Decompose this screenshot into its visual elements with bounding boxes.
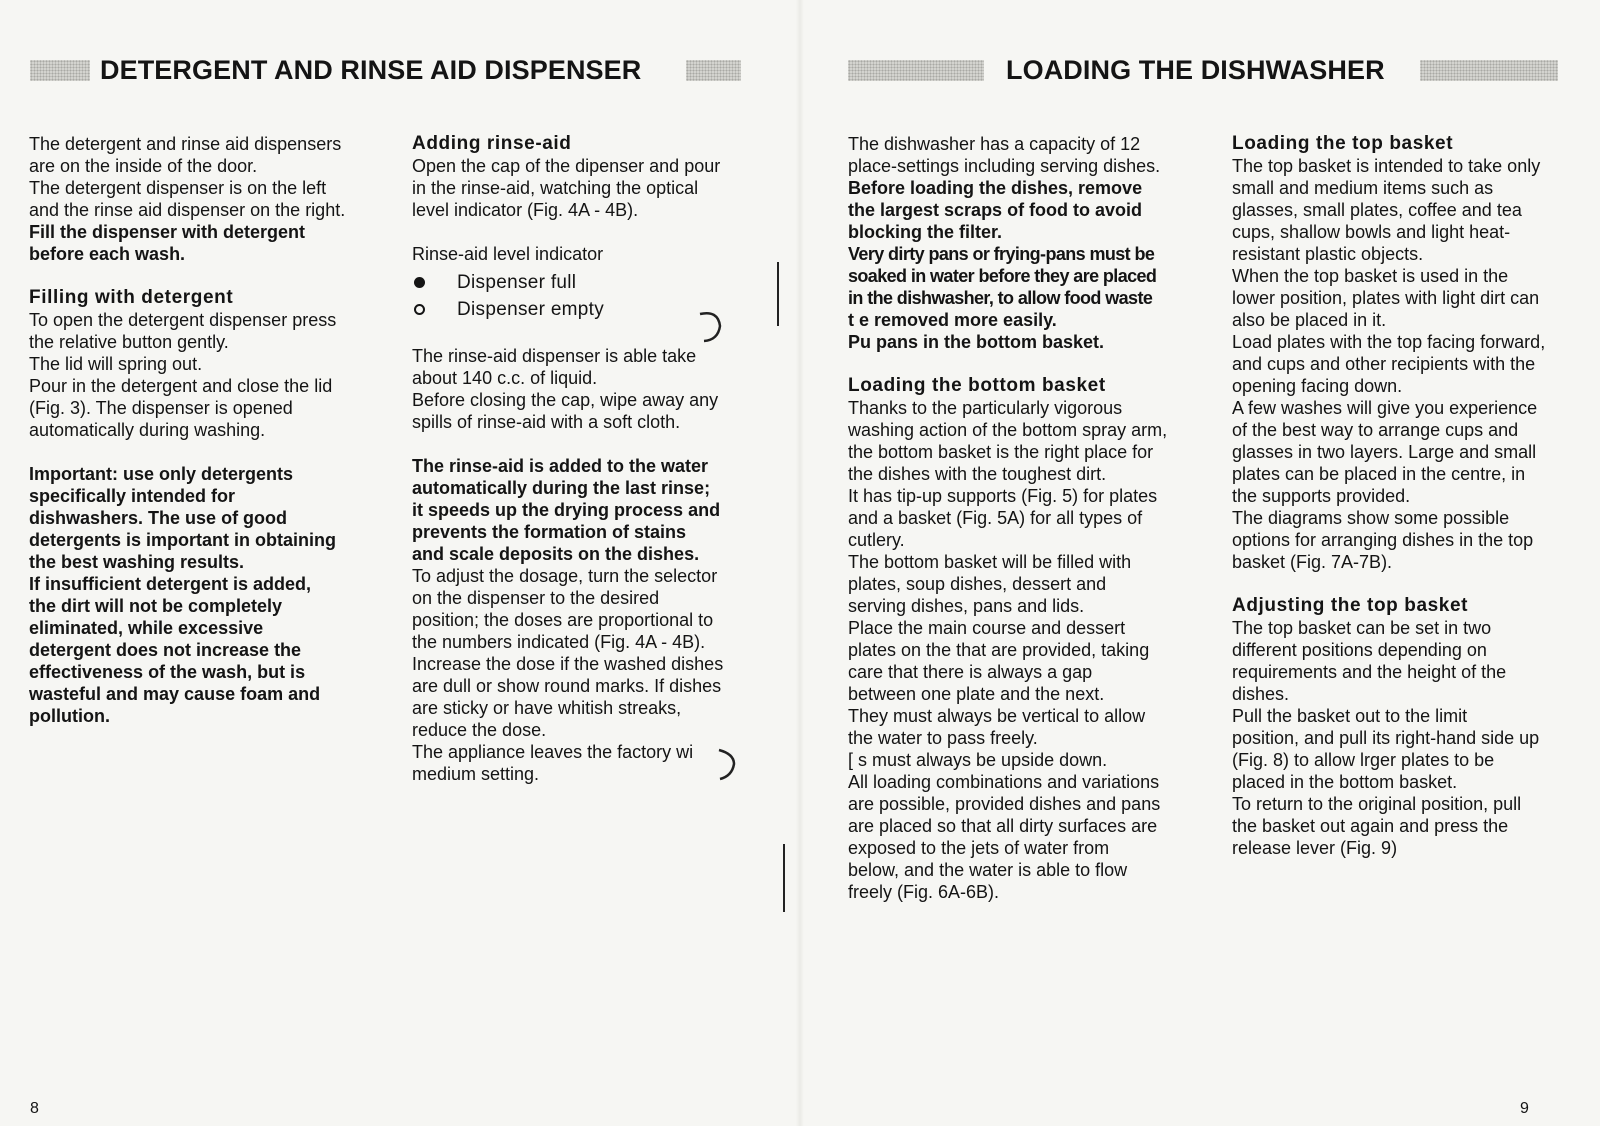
text-line: When the top basket is used in the <box>1232 266 1509 286</box>
text-line: and a basket (Fig. 5A) for all types of <box>848 508 1143 528</box>
header-decor-bar <box>686 60 741 81</box>
punch-hole-mark <box>696 308 726 344</box>
text-line-bold: If insufficient detergent is added, <box>29 574 312 594</box>
text-line: The top basket is intended to take only <box>1232 156 1541 176</box>
text-line-bold: effectiveness of the wash, but is <box>29 662 306 682</box>
text-line: care that there is always a gap <box>848 662 1093 682</box>
text-line: serving dishes, pans and lids. <box>848 596 1085 616</box>
punch-hole-mark <box>716 746 740 782</box>
text-line-bold: it speeds up the drying process and <box>412 500 721 520</box>
text-line-bold: dishwashers. The use of good <box>29 508 288 528</box>
rinse-aid-heading: Adding rinse-aid <box>412 133 572 154</box>
header-decor-bar <box>848 60 984 81</box>
text-line: are possible, provided dishes and pans <box>848 794 1161 814</box>
header-decor-bar <box>1420 60 1558 81</box>
text-line: To adjust the dosage, turn the selector <box>412 566 718 586</box>
text-line-bold: Pu pans in the bottom basket. <box>848 332 1105 352</box>
text-line: plates, soup dishes, dessert and <box>848 574 1107 594</box>
text-line: freely (Fig. 6A-6B). <box>848 882 1000 902</box>
bottom-basket-heading: Loading the bottom basket <box>848 375 1106 396</box>
text-line: the water to pass freely. <box>848 728 1038 748</box>
text-line-bold: detergents is important in obtaining <box>29 530 337 550</box>
text-line: position; the doses are proportional to <box>412 610 714 630</box>
text-line: The detergent dispenser is on the left <box>29 178 327 198</box>
text-line-bold: prevents the formation of stains <box>412 522 687 542</box>
text-line-bold: Before loading the dishes, remove <box>848 178 1143 198</box>
text-line: The appliance leaves the factory wi <box>412 742 694 762</box>
text-line: plates on the that are provided, taking <box>848 640 1150 660</box>
text-line: medium setting. <box>412 764 540 784</box>
text-line: the relative button gently. <box>29 332 229 352</box>
text-line: opening facing down. <box>1232 376 1403 396</box>
text-line: cutlery. <box>848 530 905 550</box>
text-line: Thanks to the particularly vigorous <box>848 398 1123 418</box>
text-line: on the dispenser to the desired <box>412 588 660 608</box>
text-line: The top basket can be set in two <box>1232 618 1492 638</box>
text-line-bold: The rinse-aid is added to the water <box>412 456 709 476</box>
left-col-1 <box>29 133 389 727</box>
right-page <box>800 0 1600 1126</box>
preparation-bold <box>848 177 1208 353</box>
text-line: spills of rinse-aid with a soft cloth. <box>412 412 681 432</box>
legend-empty <box>412 296 792 323</box>
text-line: below, and the water is able to flow <box>848 860 1128 880</box>
text-line-bold: eliminated, while excessive <box>29 618 264 638</box>
text-line: washing action of the bottom spray arm, <box>848 420 1168 440</box>
text-line-bold: and scale deposits on the dishes. <box>412 544 700 564</box>
detergent-intro <box>29 133 389 265</box>
text-line-bold: blocking the filter. <box>848 222 1003 242</box>
binding-mark <box>778 842 790 914</box>
right-col-1 <box>848 133 1208 903</box>
text-line: position, and pull its right-hand side up <box>1232 728 1540 748</box>
text-line: are dull or show round marks. If dishes <box>412 676 722 696</box>
text-line: Open the cap of the dipenser and pour <box>412 156 721 176</box>
text-line: place-settings including serving dishes. <box>848 156 1161 176</box>
page-number: 8 <box>30 1100 39 1117</box>
text-line: automatically during washing. <box>29 420 266 440</box>
text-line: placed in the bottom basket. <box>1232 772 1458 792</box>
text-line-bold: wasteful and may cause foam and <box>29 684 321 704</box>
text-line: To open the detergent dispenser press <box>29 310 337 330</box>
text-line: between one plate and the next. <box>848 684 1105 704</box>
filling-heading: Filling with detergent <box>29 287 234 308</box>
adjust-basket-heading: Adjusting the top basket <box>1232 595 1469 616</box>
text-line: reduce the dose. <box>412 720 547 740</box>
text-line: are placed so that all dirty surfaces are <box>848 816 1158 836</box>
text-line: glasses, small plates, coffee and tea <box>1232 200 1522 220</box>
text-line: The rinse-aid dispenser is able take <box>412 346 697 366</box>
text-line: the dishes with the toughest dirt. <box>848 464 1107 484</box>
legend-label: Dispenser empty <box>457 298 605 320</box>
text-line: basket (Fig. 7A-7B). <box>1232 552 1393 572</box>
text-line-bold: before each wash. <box>29 244 186 264</box>
text-line-bold: Very dirty pans or frying-pans must be <box>848 244 1155 264</box>
page-number: 9 <box>1520 1100 1529 1117</box>
text-line: The lid will spring out. <box>29 354 203 374</box>
text-line: different positions depending on <box>1232 640 1487 660</box>
text-line-bold: the largest scraps of food to avoid <box>848 200 1143 220</box>
text-line: cups, shallow bowls and light heat- <box>1232 222 1511 242</box>
text-line: are sticky or have whitish streaks, <box>412 698 682 718</box>
legend-label: Dispenser full <box>457 271 577 293</box>
rinse-aid-text <box>412 155 792 221</box>
rinse-aid-capacity <box>412 345 792 433</box>
left-page-title: DETERGENT AND RINSE AID DISPENSER <box>100 55 642 85</box>
text-line: The detergent and rinse aid dispensers <box>29 134 342 154</box>
text-line: dishes. <box>1232 684 1290 704</box>
text-line: (Fig. 8) to allow lrger plates to be <box>1232 750 1495 770</box>
text-line: Increase the dose if the washed dishes <box>412 654 724 674</box>
right-page-title: LOADING THE DISHWASHER <box>1006 55 1385 85</box>
text-line-bold: detergent does not increase the <box>29 640 302 660</box>
text-line: Place the main course and dessert <box>848 618 1126 638</box>
top-basket-heading: Loading the top basket <box>1232 133 1454 154</box>
text-line-bold: specifically intended for <box>29 486 236 506</box>
text-line: A few washes will give you experience <box>1232 398 1538 418</box>
indicator-title: Rinse-aid level indicator <box>412 244 604 264</box>
text-line: resistant plastic objects. <box>1232 244 1424 264</box>
level-indicator-legend <box>412 269 792 323</box>
binding-mark <box>772 260 784 328</box>
text-line-bold: in the dishwasher, to allow food waste <box>848 288 1153 308</box>
text-line: release lever (Fig. 9) <box>1232 838 1398 858</box>
left-col-2 <box>412 133 792 785</box>
text-line: requirements and the height of the <box>1232 662 1507 682</box>
text-line: about 140 c.c. of liquid. <box>412 368 598 388</box>
text-line: the basket out again and press the <box>1232 816 1509 836</box>
right-col-2 <box>1232 133 1592 859</box>
text-line-bold: soaked in water before they are placed <box>848 266 1157 286</box>
empty-circle-icon <box>414 304 425 315</box>
important-note <box>29 463 389 727</box>
text-line-bold: Important: use only detergents <box>29 464 294 484</box>
header-decor-bar <box>30 60 90 81</box>
text-line: The dishwasher has a capacity of 12 <box>848 134 1141 154</box>
text-line: plates can be placed in the centre, in <box>1232 464 1526 484</box>
text-line: level indicator (Fig. 4A - 4B). <box>412 200 639 220</box>
filling-text <box>29 309 389 441</box>
text-line: The diagrams show some possible <box>1232 508 1510 528</box>
text-line: All loading combinations and variations <box>848 772 1160 792</box>
text-line: To return to the original position, pull <box>1232 794 1522 814</box>
text-line-bold: Fill the dispenser with detergent <box>29 222 306 242</box>
right-header <box>800 50 1600 90</box>
text-line: of the best way to arrange cups and <box>1232 420 1519 440</box>
text-line: also be placed in it. <box>1232 310 1387 330</box>
text-line: (Fig. 3). The dispenser is opened <box>29 398 293 418</box>
text-line-bold: automatically during the last rinse; <box>412 478 711 498</box>
text-line: in the rinse-aid, watching the optical <box>412 178 699 198</box>
text-line: [ s must always be upside down. <box>848 750 1108 770</box>
text-line-bold: the dirt will not be completely <box>29 596 283 616</box>
capacity-text <box>848 133 1208 177</box>
filled-circle-icon <box>414 277 425 288</box>
text-line: exposed to the jets of water from <box>848 838 1110 858</box>
text-line: Pour in the detergent and close the lid <box>29 376 333 396</box>
text-line: They must always be vertical to allow <box>848 706 1146 726</box>
text-line: It has tip-up supports (Fig. 5) for plates <box>848 486 1158 506</box>
text-line: lower position, plates with light dirt can <box>1232 288 1540 308</box>
text-line-bold: the best washing results. <box>29 552 245 572</box>
bottom-basket-text <box>848 397 1208 903</box>
text-line: options for arranging dishes in the top <box>1232 530 1534 550</box>
text-line: are on the inside of the door. <box>29 156 258 176</box>
text-line: small and medium items such as <box>1232 178 1494 198</box>
text-line-bold: t e removed more easily. <box>848 310 1057 330</box>
top-basket-text <box>1232 155 1592 573</box>
text-line: the numbers indicated (Fig. 4A - 4B). <box>412 632 706 652</box>
text-line: Before closing the cap, wipe away any <box>412 390 719 410</box>
text-line: The bottom basket will be filled with <box>848 552 1132 572</box>
text-line: Pull the basket out to the limit <box>1232 706 1468 726</box>
adjust-basket-text <box>1232 617 1592 859</box>
text-line: the supports provided. <box>1232 486 1411 506</box>
rinse-aid-bold <box>412 455 792 565</box>
text-line: glasses in two layers. Large and small <box>1232 442 1537 462</box>
left-header <box>0 50 800 90</box>
text-line-bold: pollution. <box>29 706 110 726</box>
text-line: and cups and other recipients with the <box>1232 354 1536 374</box>
text-line: the bottom basket is the right place for <box>848 442 1154 462</box>
text-line: and the rinse aid dispenser on the right. <box>29 200 346 220</box>
legend-full <box>412 269 792 296</box>
text-line: Load plates with the top facing forward, <box>1232 332 1546 352</box>
